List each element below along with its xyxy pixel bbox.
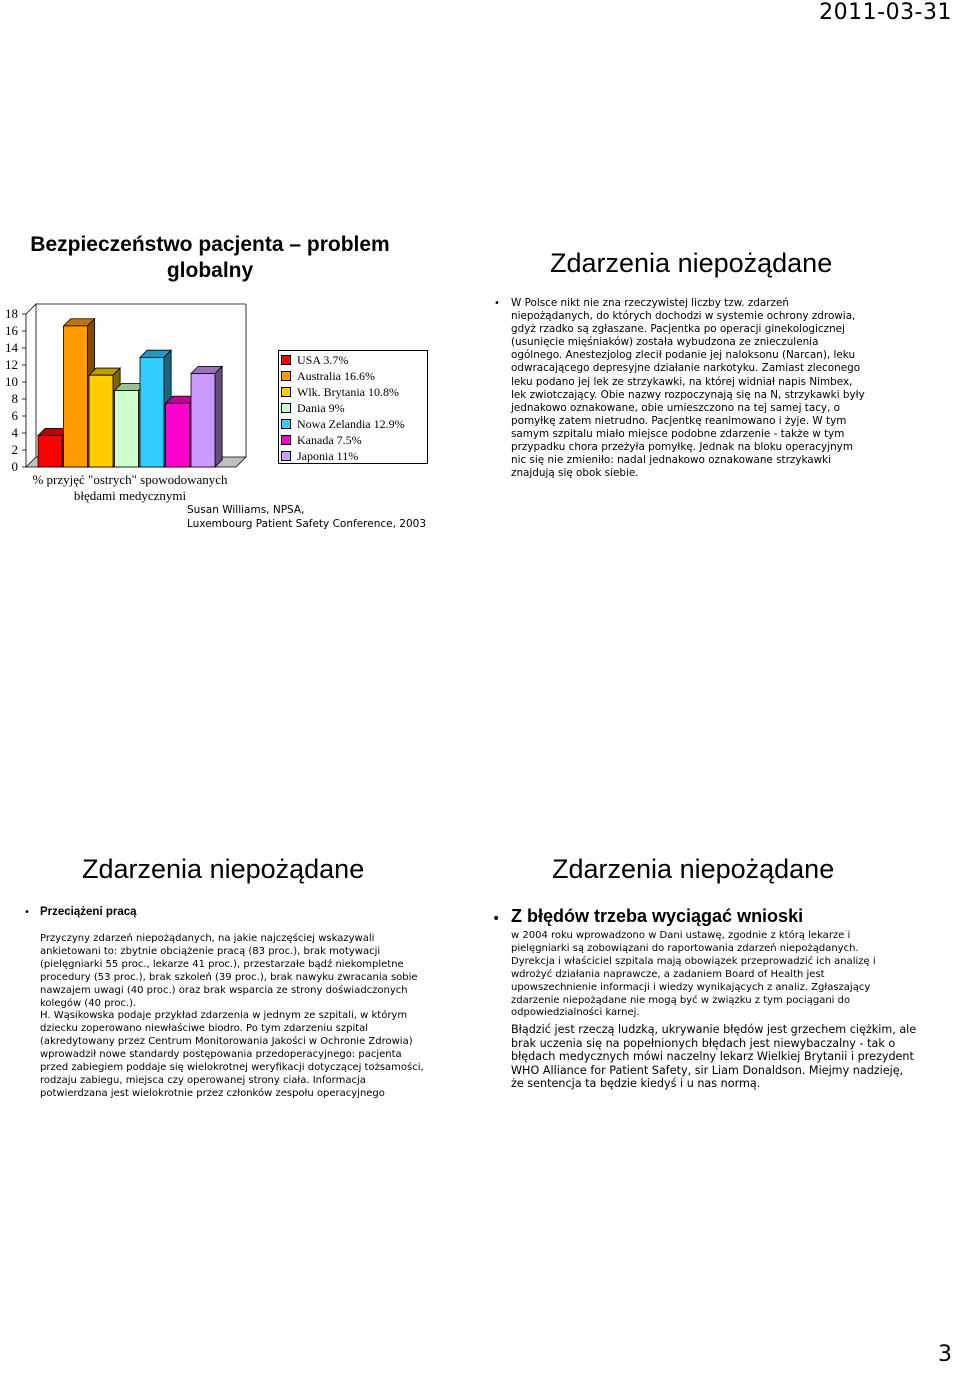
- slide3-text-line: rodzaju zabiegu, miejsca czy operowanej strony ciała. Informacja: [40, 1074, 366, 1086]
- chart-source: [187, 503, 447, 531]
- legend-item: [281, 384, 427, 400]
- y-tick-label: 16: [5, 323, 18, 338]
- slide4-text-line: wdrożyć działania naprawcze, a zadaniem Board of Health jest: [511, 968, 825, 980]
- slide3-text-line: (pielęgniarki 55 proc., lekarze 41 proc.), przestarzałe bądź niekompletne: [40, 958, 404, 970]
- x-axis-label-line1: % przyjęć "ostrych" spowodowanych: [32, 472, 228, 487]
- chart-legend: [278, 350, 428, 464]
- legend-item: [281, 352, 427, 368]
- legend-swatch: [281, 387, 291, 397]
- bar-front: [140, 357, 164, 467]
- chart-y-axis: [26, 304, 36, 467]
- source-line1: Susan Williams, NPSA,: [187, 504, 305, 516]
- slide3-text-line: procedury (53 proc.), brak szkoleń (39 proc.), brak nawyku zwracania sobie: [40, 971, 418, 983]
- slide2-text-line: jednakowo oznakowane, obie umieszczono na tej samej tacy, o: [511, 401, 841, 414]
- y-tick-label: 12: [5, 357, 18, 372]
- legend-swatch: [281, 419, 291, 429]
- slide4-text-line: błędach medycznych mówi naczelny lekarz Wielkiej Brytanii i prezydent: [511, 1050, 914, 1064]
- legend-label: Kanada 7.5%: [297, 432, 362, 447]
- bar-front: [166, 403, 190, 467]
- slide4-text-line: WHO Alliance for Patient Safety, sir Liam Donaldson. Miejmy nadzieję,: [511, 1063, 904, 1077]
- bar-front: [38, 436, 62, 467]
- slide3-text-line: dziecku zoperowano niewłaściwe biodro. Po tym zdarzeniu szpital: [40, 1023, 369, 1035]
- slide4-text-line: w 2004 roku wprowadzono w Dani ustawę, zgodnie z którą lekarze i: [511, 930, 851, 941]
- bullet-icon: •: [494, 298, 500, 309]
- x-axis-label: [10, 472, 250, 504]
- slide4-heading: Z błędów trzeba wyciągać wnioski: [511, 906, 804, 926]
- slide2-text-line: przypadku chora przeżyła pomyłkę. Jednak na bloku operacyjnym: [511, 441, 853, 454]
- slide2-title: Zdarzenia niepożądane: [550, 248, 833, 278]
- slide4-text-line: Dyrekcja i właściciel szpitala mają obowiązek przeprowadzić ich analizę i: [511, 955, 876, 967]
- bullet-icon: •: [24, 907, 30, 918]
- slide2-text-line: znajdują się obok siebie.: [511, 467, 639, 480]
- y-tick-label: 18: [5, 306, 18, 321]
- slide2-text-line: odwracającego depresyjne działanie narkotyku. Zamiast zleconego: [511, 362, 861, 375]
- slide4-body: [511, 930, 951, 1020]
- legend-label: Australia 16.6%: [297, 368, 375, 383]
- bullet-icon: •: [492, 911, 501, 927]
- slide3-text-line: (akredytowany przez Centrum Monitorowania Jakości w Ochronie Zdrowia): [40, 1036, 413, 1048]
- legend-swatch: [281, 403, 291, 413]
- slide2-text-line: W Polsce nikt nie zna rzeczywistej liczby tzw. zdarzeń: [511, 297, 789, 309]
- legend-swatch: [281, 435, 291, 445]
- y-tick-label: 6: [11, 408, 18, 423]
- slide3-body: [40, 933, 460, 1101]
- bar-front: [115, 391, 139, 468]
- slide2-text-line: gdyż rzadko są zgłaszane. Pacjentka po operacji ginekologicznej: [511, 323, 845, 336]
- slide2-text-line: pomyłkę zatem nietrudno. Pacjentkę reanimowano i żyje. W tym: [511, 414, 847, 427]
- y-tick-label: 8: [11, 391, 18, 406]
- slide4-text-line: Błądzić jest rzeczą ludzką, ukrywanie błędów jest grzechem ciężkim, ale: [511, 1023, 917, 1036]
- slide3-text-line: H. Wąsikowska podaje przykład zdarzenia w jednym ze szpitali, w którym: [40, 1010, 408, 1022]
- legend-item: [281, 432, 427, 448]
- legend-item: [281, 416, 427, 432]
- legend-label: Wlk. Brytania 10.8%: [297, 384, 399, 399]
- slide4-text-line: upowszechnienie informacji i wiedzy wynikających z analiz. Zgłaszający: [511, 981, 871, 993]
- bar-side: [215, 366, 222, 467]
- bar-japonia: [191, 366, 222, 467]
- bar-front: [89, 375, 113, 467]
- legend-item: [281, 448, 427, 464]
- legend-swatch: [281, 371, 291, 381]
- slide1-title-line2: globalny: [166, 259, 254, 282]
- slide3-text-line: potwierdzana jest wielokrotnie przez członków zespołu operacyjnego: [40, 1087, 385, 1099]
- slide2-text-line: nic się nie zmieniło: nadal jednakowo oznakowane strzykawki: [511, 454, 832, 467]
- legend-item: [281, 368, 427, 384]
- x-axis-label-line2: błędami medycznymi: [73, 488, 187, 503]
- legend-label: Nowa Zelandia 12.9%: [297, 416, 405, 431]
- slide2-text-line: lek zwiotczający. Obie nazwy rozpoczynają się na N, strzykawki były: [511, 388, 865, 401]
- slide4-title: Zdarzenia niepożądane: [552, 854, 835, 884]
- y-tick-label: 0: [11, 459, 18, 474]
- y-tick-label: 2: [11, 442, 18, 457]
- slide4-body-2: [511, 1023, 951, 1091]
- slide2-text-line: ogólnego. Anestezjolog zlecił podanie jej naloksonu (Narcan), leku: [511, 349, 856, 362]
- slide2-text-line: niepożądanych, do których dochodzi w systemie ochrony zdrowia,: [511, 310, 856, 323]
- slide2-text-line: leku podano jej lek ze strzykawki, na której widniał napis Nimbex,: [511, 375, 853, 388]
- slide2-text-line: (usunięcie mięśniaków) została wybudzona ze znieczulenia: [511, 336, 819, 349]
- slide4-text-line: odpowiedzialności karnej.: [511, 1007, 640, 1019]
- slide2-body: [511, 297, 951, 480]
- legend-label: Japonia 11%: [297, 448, 359, 463]
- bar-front: [191, 374, 215, 468]
- slide3-title: Zdarzenia niepożądane: [82, 854, 365, 884]
- slide3-text-line: przed zabiegiem poddaje się wielokrotnej weryfikacji dotyczącej tożsamości,: [40, 1062, 424, 1074]
- slide3-text-line: wprowadził nowe standardy postępowania przedoperacyjnego: pacjenta: [40, 1049, 402, 1061]
- slide3-bullet: Przeciążeni pracą: [40, 906, 137, 918]
- slide3-text-line: ankietowani to: zbytnie obciążenie pracą (83 proc.), brak motywacji: [40, 945, 381, 957]
- slide4-text-line: że sentencja ta będzie kiedyś i u nas normą.: [511, 1077, 761, 1091]
- slide2-text-line: samym szpitalu miało miejsce podobne zdarzenie - także w tym: [511, 427, 845, 440]
- slide3-text-line: nawzajem uwagi (40 proc.) oraz brak wsparcia ze strony doświadczonych: [40, 984, 408, 996]
- slide3-text-line: Przyczyny zdarzeń niepożądanych, na jakie najczęściej wskazywali: [40, 933, 375, 944]
- slide4-text-line: zdarzenie niepożądane nie mogą być w związku z tym pociągani do: [511, 994, 851, 1006]
- source-line2: Luxembourg Patient Safety Conference, 2003: [187, 518, 426, 530]
- legend-label: USA 3.7%: [297, 352, 349, 367]
- document-date: 2011-03-31: [819, 0, 952, 25]
- y-tick-label: 10: [5, 374, 18, 389]
- slide1-title-line1: Bezpieczeństwo pacjenta – problem: [30, 233, 390, 256]
- y-tick-label: 4: [11, 425, 18, 440]
- y-tick-label: 14: [5, 340, 18, 355]
- bar-front: [64, 326, 88, 467]
- legend-swatch: [281, 451, 291, 461]
- page-number: 3: [938, 1342, 952, 1367]
- legend-label: Dania 9%: [297, 400, 345, 415]
- legend-item: [281, 400, 427, 416]
- slide4-text-line: pielęgniarki są zobowiązani do raportowania zdarzeń niepożądanych.: [511, 942, 859, 954]
- legend-swatch: [281, 355, 291, 365]
- slide3-text-line: kolegów (40 proc.).: [40, 997, 137, 1009]
- slide4-text-line: brak uczenia się na popełnionych błędach jest niewybaczalny - tak o: [511, 1036, 896, 1050]
